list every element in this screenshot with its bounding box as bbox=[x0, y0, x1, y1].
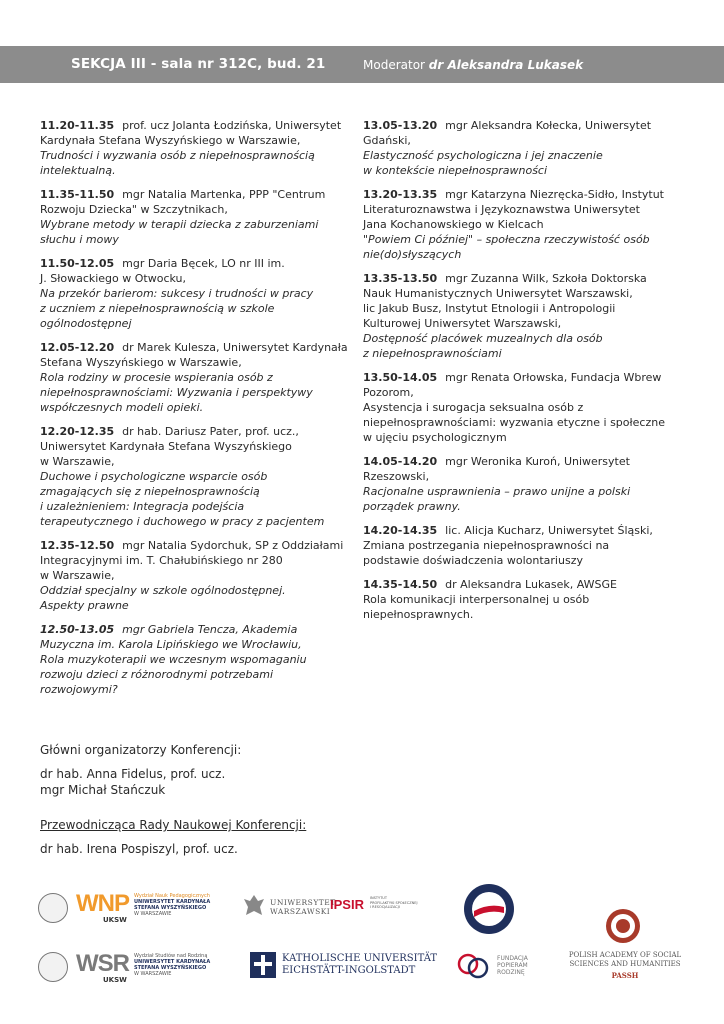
entry-time: 12.05-12.20 bbox=[40, 341, 115, 354]
entry-title-line: Oddział specjalny w szkole ogólnodostępnej. bbox=[40, 584, 286, 597]
entry-title-line: Zmiana postrzegania niepełnosprawności na bbox=[363, 539, 610, 552]
passh-text: POLISH ACADEMY OF SOCIAL SCIENCES AND HUMANITIES PASSH bbox=[568, 951, 682, 980]
organization-seal-icon bbox=[463, 883, 515, 935]
council-label: Przewodnicząca Rady Naukowej Konferencji: bbox=[40, 818, 307, 832]
entry-speaker-line: Jana Kochanowskiego w Kielcach bbox=[363, 218, 544, 231]
entry-speaker-line: Integracyjnymi im. T. Chałubińskiego nr 280 bbox=[40, 554, 283, 567]
schedule-entry bbox=[40, 187, 355, 247]
schedule-entry bbox=[40, 622, 355, 697]
organizer-name-1: dr hab. Anna Fidelus, prof. ucz. bbox=[40, 767, 226, 781]
schedule-entry bbox=[363, 370, 673, 445]
schedule-entry bbox=[40, 118, 355, 178]
schedule-entry bbox=[40, 424, 355, 529]
entry-time: 11.20-11.35 bbox=[40, 119, 115, 132]
entry-title-line: Aspekty prawne bbox=[40, 599, 129, 612]
ipsir-text: INSTYTUT PROFILAKTYKI SPOŁECZNEJ I RESOCJALIZACJI bbox=[370, 896, 418, 909]
moderator-label: Moderator bbox=[363, 58, 425, 72]
entry-speaker-line: dr hab. Dariusz Pater, prof. ucz., bbox=[122, 425, 299, 438]
entry-speaker-line: Rozwoju Dziecka" w Szczytnikach, bbox=[40, 203, 228, 216]
wsr-logo: WSR bbox=[76, 950, 129, 977]
entry-speaker-line: Rzeszowski, bbox=[363, 470, 430, 483]
schedule-entry bbox=[40, 340, 355, 415]
entry-speaker-line: Stefana Wyszyńskiego w Warszawie, bbox=[40, 356, 242, 369]
entry-title-line: Trudności i wyzwania osób z niepełnosprawnością bbox=[40, 149, 315, 162]
entry-time: 13.35-13.50 bbox=[363, 272, 438, 285]
entry-speaker-line: mgr Daria Bęcek, LO nr III im. bbox=[122, 257, 285, 270]
uw-text: UNIWERSYTET WARSZAWSKI bbox=[270, 898, 336, 916]
entry-title-line: terapeutycznego i duchowego w pracy z pacjentem bbox=[40, 515, 325, 528]
entry-title-line: nie(do)słyszących bbox=[363, 248, 462, 261]
entry-time: 11.50-12.05 bbox=[40, 257, 115, 270]
entry-title-line: Asystencja i surogacja seksualna osób z bbox=[363, 401, 584, 414]
entry-speaker-line: Kardynała Stefana Wyszyńskiego w Warszawie, bbox=[40, 134, 301, 147]
fundacja-logo-icon bbox=[456, 950, 492, 984]
uksw-seal-icon bbox=[38, 893, 68, 923]
entry-title-line: rozwoju dzieci z różnorodnymi potrzebami bbox=[40, 668, 274, 681]
entry-time: 13.50-14.05 bbox=[363, 371, 438, 384]
entry-title-line: współczesnych modeli opieki. bbox=[40, 401, 204, 414]
entry-title-line: Rola rodziny w procesie wspierania osób z bbox=[40, 371, 273, 384]
entry-title-line: niepełnosprawnościami: wyzwania etyczne i społeczne bbox=[363, 416, 665, 429]
entry-time: 12.20-12.35 bbox=[40, 425, 115, 438]
wnp-logo: WNP bbox=[76, 890, 129, 917]
uksw-seal-icon-2 bbox=[38, 952, 68, 982]
entry-speaker-line: Literaturoznawstwa i Językoznawstwa Uniwersytet bbox=[363, 203, 640, 216]
entry-title-line: Rola komunikacji interpersonalnej u osób bbox=[363, 593, 590, 606]
entry-title-line: w kontekście niepełnosprawności bbox=[363, 164, 548, 177]
ku-shield-icon bbox=[250, 952, 276, 978]
entry-speaker-line: mgr Katarzyna Niezręcka-Sidło, Instytut bbox=[445, 188, 664, 201]
entry-speaker-line: Kulturowej Uniwersytet Warszawski, bbox=[363, 317, 562, 330]
entry-speaker-line: mgr Gabriela Tencza, Akademia bbox=[122, 623, 298, 636]
wsr-text: Wydział Studiów nad Rodziną UNIWERSYTET KARDYNAŁA STEFANA WYSZYŃSKIEGO W WARSZAWIE bbox=[134, 953, 211, 977]
entry-time: 13.05-13.20 bbox=[363, 119, 438, 132]
schedule-entry bbox=[363, 577, 673, 622]
entry-title-line: Na przekór barierom: sukcesy i trudności w pracy bbox=[40, 287, 314, 300]
schedule-entry bbox=[363, 118, 673, 178]
wsr-sub: UKSW bbox=[103, 976, 127, 984]
entry-speaker-line: mgr Natalia Martenka, PPP "Centrum bbox=[122, 188, 326, 201]
entry-title-line: rozwojowymi? bbox=[40, 683, 118, 696]
entry-speaker-line: dr Aleksandra Lukasek, AWSGE bbox=[445, 578, 618, 591]
entry-speaker-line: Pozorom, bbox=[363, 386, 414, 399]
entry-title-line: słuchu i mowy bbox=[40, 233, 119, 246]
entry-speaker-line: mgr Renata Orłowska, Fundacja Wbrew bbox=[445, 371, 662, 384]
entry-speaker-line: lic. Alicja Kucharz, Uniwersytet Śląski, bbox=[445, 524, 653, 537]
entry-title-line: Duchowe i psychologiczne wsparcie osób bbox=[40, 470, 268, 483]
entry-title-line: ogólnodostępnej bbox=[40, 317, 132, 330]
schedule-left-column bbox=[40, 118, 355, 706]
moderator-name: dr Aleksandra Lukasek bbox=[428, 58, 584, 72]
entry-title-line: "Powiem Ci później" – społeczna rzeczywistość osób bbox=[363, 233, 650, 246]
entry-title-line: Racjonalne usprawnienia – prawo unijne a polski bbox=[363, 485, 631, 498]
entry-title-line: zmagających się z niepełnosprawnością bbox=[40, 485, 260, 498]
entry-title-line: niepełnosprawnych. bbox=[363, 608, 474, 621]
entry-title-line: Elastyczność psychologiczna i jej znaczenie bbox=[363, 149, 603, 162]
entry-speaker-line: dr Marek Kulesza, Uniwersytet Kardynała bbox=[122, 341, 348, 354]
fundacja-text: FUNDACJA POPIERAM RODZINĘ bbox=[497, 955, 528, 976]
entry-speaker-line: mgr Aleksandra Kołecka, Uniwersytet bbox=[445, 119, 652, 132]
entry-time: 14.05-14.20 bbox=[363, 455, 438, 468]
entry-title-line: Wybrane metody w terapii dziecka z zaburzeniami bbox=[40, 218, 319, 231]
council-name: dr hab. Irena Pospiszyl, prof. ucz. bbox=[40, 842, 238, 856]
schedule-entry bbox=[40, 256, 355, 331]
entry-title-line: Rola muzykoterapii we wczesnym wspomaganiu bbox=[40, 653, 307, 666]
uw-eagle-icon bbox=[242, 893, 266, 919]
entry-speaker-line: w Warszawie, bbox=[40, 455, 115, 468]
wnp-sub: UKSW bbox=[103, 916, 127, 924]
schedule-entry bbox=[363, 187, 673, 262]
entry-time: 11.35-11.50 bbox=[40, 188, 115, 201]
wnp-text: Wydział Nauk Pedagogicznych UNIWERSYTET KARDYNAŁA STEFANA WYSZYŃSKIEGO W WARSZAWIE bbox=[134, 893, 211, 917]
entry-speaker-line: w Warszawie, bbox=[40, 569, 115, 582]
entry-speaker-line: mgr Weronika Kuroń, Uniwersytet bbox=[445, 455, 630, 468]
entry-time: 14.35-14.50 bbox=[363, 578, 438, 591]
entry-speaker-line: J. Słowackiego w Otwocku, bbox=[40, 272, 187, 285]
schedule-right-column bbox=[363, 118, 673, 631]
entry-speaker-line: lic Jakub Busz, Instytut Etnologii i Antropologii bbox=[363, 302, 616, 315]
schedule-entry bbox=[363, 454, 673, 514]
section-title: SEKCJA III - sala nr 312C, bud. 21 bbox=[71, 56, 326, 72]
ipsir-logo: IPSIR bbox=[330, 897, 364, 912]
entry-speaker-line: mgr Natalia Sydorchuk, SP z Oddziałami bbox=[122, 539, 344, 552]
entry-speaker-line: Gdański, bbox=[363, 134, 411, 147]
entry-speaker-line: Uniwersytet Kardynała Stefana Wyszyńskiego bbox=[40, 440, 292, 453]
section-header bbox=[0, 46, 724, 83]
entry-time: 12.50-13.05 bbox=[40, 623, 115, 636]
schedule-entry bbox=[363, 271, 673, 361]
entry-title-line: w ujęciu psychologicznym bbox=[363, 431, 507, 444]
entry-speaker-line: Muzyczna im. Karola Lipińskiego we Wrocławiu, bbox=[40, 638, 302, 651]
entry-title-line: i uzależnieniem: Integracja podejścia bbox=[40, 500, 245, 513]
entry-title-line: porządek prawny. bbox=[363, 500, 461, 513]
moderator bbox=[363, 58, 583, 72]
organizers-label: Główni organizatorzy Konferencji: bbox=[40, 743, 242, 757]
entry-speaker-line: Nauk Humanistycznych Uniwersytet Warszawski, bbox=[363, 287, 633, 300]
entry-title-line: z uczniem z niepełnosprawnością w szkole bbox=[40, 302, 275, 315]
entry-title-line: niepełnosprawnościami: Wyzwania i perspektywy bbox=[40, 386, 313, 399]
passh-seal-icon bbox=[604, 907, 642, 945]
schedule-entry bbox=[363, 523, 673, 568]
entry-speaker-line: prof. ucz Jolanta Łodzińska, Uniwersytet bbox=[122, 119, 342, 132]
entry-title-line: podstawie doświadczenia wolontariuszy bbox=[363, 554, 583, 567]
entry-title-line: intelektualną. bbox=[40, 164, 116, 177]
entry-time: 14.20-14.35 bbox=[363, 524, 438, 537]
ku-text: KATHOLISCHE UNIVERSITÄT EICHSTÄTT-INGOLSTADT bbox=[282, 953, 438, 976]
schedule-entry bbox=[40, 538, 355, 613]
organizer-name-2: mgr Michał Stańczuk bbox=[40, 783, 166, 797]
entry-title-line: Dostępność placówek muzealnych dla osób bbox=[363, 332, 603, 345]
entry-time: 13.20-13.35 bbox=[363, 188, 438, 201]
entry-speaker-line: mgr Zuzanna Wilk, Szkoła Doktorska bbox=[445, 272, 647, 285]
entry-time: 12.35-12.50 bbox=[40, 539, 115, 552]
entry-title-line: z niepełnosprawnościami bbox=[363, 347, 502, 360]
